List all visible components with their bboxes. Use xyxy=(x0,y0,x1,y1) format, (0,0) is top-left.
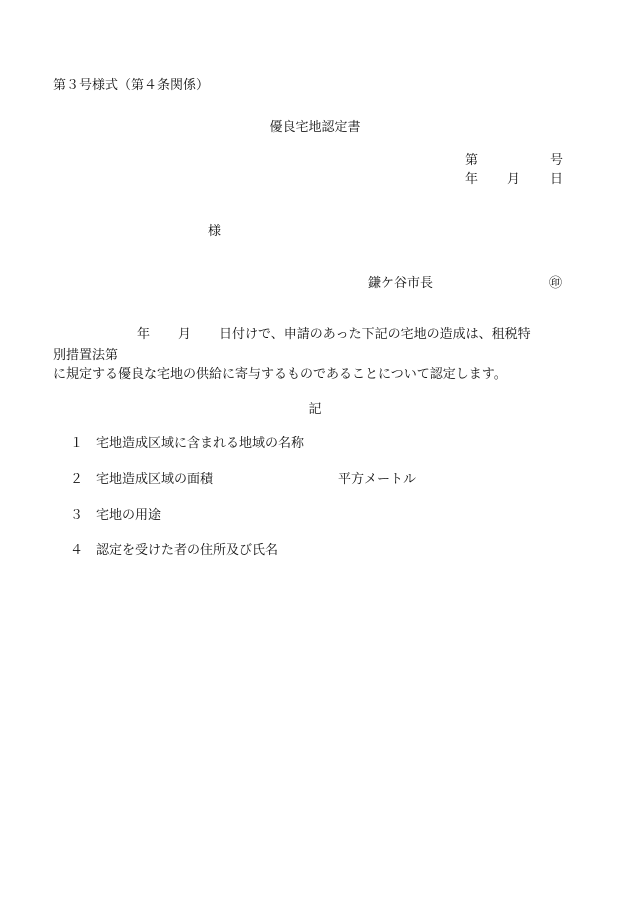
number-suffix: 号 xyxy=(550,153,564,168)
item-label: 認定を受けた者の住所及び氏名 xyxy=(96,543,279,558)
body-text-1: 日付けで、申請のあった下記の宅地の造成は、租税特 xyxy=(219,327,531,342)
area-unit: 平方メートル xyxy=(338,472,417,487)
issuer-name: 鎌ケ谷市長 xyxy=(368,276,434,291)
number-prefix: 第 xyxy=(465,153,479,168)
list-item xyxy=(70,543,278,559)
list-item xyxy=(70,508,161,524)
page-title: 優良宅地認定書 xyxy=(269,120,361,135)
body-line-1 xyxy=(67,327,587,343)
item-label: 宅地造成区域に含まれる地域の名称 xyxy=(96,436,305,451)
list-item xyxy=(70,436,304,452)
item-label: 宅地の用途 xyxy=(96,508,162,523)
item-label: 宅地造成区域の面積 xyxy=(96,472,214,487)
item-number: ２ xyxy=(70,472,84,487)
addressee-honorific: 様 xyxy=(208,224,222,239)
body-line-3: に規定する優良な宅地の供給に寄与するものであることについて認定します。 xyxy=(53,367,507,382)
body-year-label: 年 xyxy=(137,327,151,342)
date-month-label: 月 xyxy=(507,172,521,187)
ki-heading: 記 xyxy=(308,402,322,417)
item-number: ４ xyxy=(70,543,84,558)
item-number: １ xyxy=(70,436,84,451)
date-day-label: 日 xyxy=(550,172,564,187)
item-number: ３ xyxy=(70,508,84,523)
body-month-label: 月 xyxy=(178,327,192,342)
list-item xyxy=(70,472,417,488)
body-line-2: 別措置法第 xyxy=(53,348,119,363)
seal-mark: ㊞ xyxy=(549,276,563,291)
date-year-label: 年 xyxy=(465,172,479,187)
form-number: 第３号様式（第４条関係） xyxy=(53,78,210,93)
